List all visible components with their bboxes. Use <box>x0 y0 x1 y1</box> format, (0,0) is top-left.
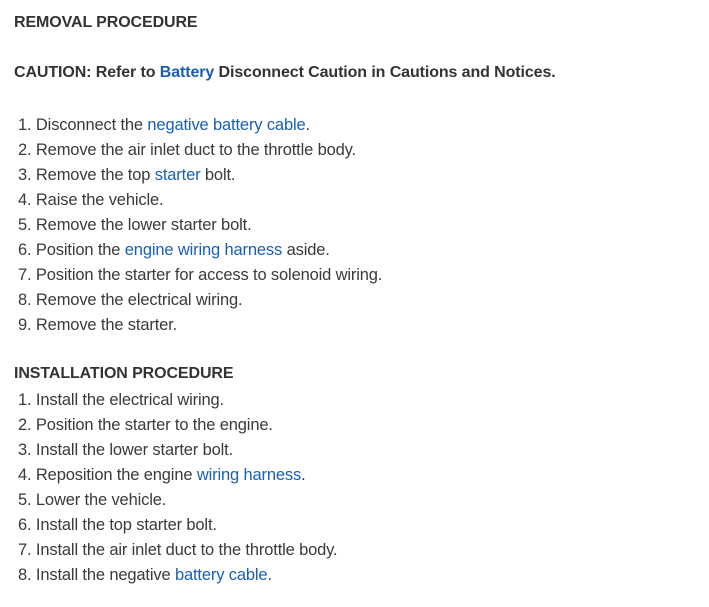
step-number: 2. <box>18 416 32 434</box>
removal-step-8 <box>18 289 382 314</box>
step-number: 4. <box>18 466 32 484</box>
step-number: 2. <box>18 141 32 159</box>
caution-suffix: Disconnect Caution in Cautions and Notices. <box>214 64 556 81</box>
step-number: 3. <box>18 441 32 459</box>
removal-step-1 <box>18 114 382 139</box>
removal-steps-list <box>18 114 382 339</box>
step-number: 8. <box>18 291 32 309</box>
step-text: Raise the vehicle. <box>35 191 164 209</box>
step-number: 7. <box>18 266 32 284</box>
caution-notice <box>14 64 556 82</box>
step-number: 6. <box>18 516 32 534</box>
step-text: Remove the lower starter bolt. <box>35 216 252 234</box>
step-text: Disconnect the <box>35 116 148 134</box>
installation-procedure-heading: INSTALLATION PROCEDURE <box>14 365 234 382</box>
step-text-end: bolt. <box>200 166 236 184</box>
removal-procedure-heading: REMOVAL PROCEDURE <box>14 14 198 31</box>
removal-step-9 <box>18 314 382 339</box>
installation-step-3 <box>18 439 338 464</box>
step-text: Install the air inlet duct to the throttle body. <box>35 541 338 559</box>
step-number: 4. <box>18 191 32 209</box>
step-text: Remove the top <box>35 166 155 184</box>
step-number: 1. <box>18 391 32 409</box>
step-text-end: . <box>267 566 272 584</box>
removal-step-7 <box>18 264 382 289</box>
step-text: Install the negative <box>35 566 175 584</box>
step-text: Install the electrical wiring. <box>35 391 224 409</box>
step-text: Remove the electrical wiring. <box>35 291 243 309</box>
step-number: 7. <box>18 541 32 559</box>
step-number: 9. <box>18 316 32 334</box>
step-number: 5. <box>18 491 32 509</box>
step-text: Remove the air inlet duct to the throttle body. <box>35 141 356 159</box>
step-number: 3. <box>18 166 32 184</box>
step-text: Reposition the engine <box>35 466 197 484</box>
step-text: Install the top starter bolt. <box>35 516 217 534</box>
step-text: Remove the starter. <box>35 316 178 334</box>
installation-step-1 <box>18 389 338 414</box>
step-number: 5. <box>18 216 32 234</box>
removal-step-2 <box>18 139 382 164</box>
installation-step-7 <box>18 539 338 564</box>
step-text-end: aside. <box>282 241 330 259</box>
installation-step-5 <box>18 489 338 514</box>
engine-wiring-harness-link[interactable]: engine wiring harness <box>124 241 283 259</box>
step-text-end: . <box>305 116 310 134</box>
step-text: Install the lower starter bolt. <box>35 441 234 459</box>
negative-battery-cable-link[interactable]: negative battery cable <box>147 116 306 134</box>
removal-step-4 <box>18 189 382 214</box>
installation-step-6 <box>18 514 338 539</box>
step-text-end: . <box>301 466 306 484</box>
installation-step-4 <box>18 464 338 489</box>
step-number: 6. <box>18 241 32 259</box>
removal-step-3 <box>18 164 382 189</box>
step-text: Position the starter to the engine. <box>35 416 273 434</box>
step-number: 8. <box>18 566 32 584</box>
installation-step-8 <box>18 564 338 589</box>
wiring-harness-link[interactable]: wiring harness <box>196 466 302 484</box>
installation-step-2 <box>18 414 338 439</box>
step-text: Position the starter for access to solenoid wiring. <box>35 266 383 284</box>
step-text: Position the <box>35 241 125 259</box>
battery-cable-link[interactable]: battery cable <box>174 566 268 584</box>
starter-link[interactable]: starter <box>154 166 201 184</box>
caution-prefix: CAUTION: Refer to <box>14 64 160 81</box>
battery-link[interactable]: Battery <box>159 64 215 81</box>
step-number: 1. <box>18 116 32 134</box>
installation-steps-list <box>18 389 338 589</box>
removal-step-6 <box>18 239 382 264</box>
step-text: Lower the vehicle. <box>35 491 167 509</box>
removal-step-5 <box>18 214 382 239</box>
